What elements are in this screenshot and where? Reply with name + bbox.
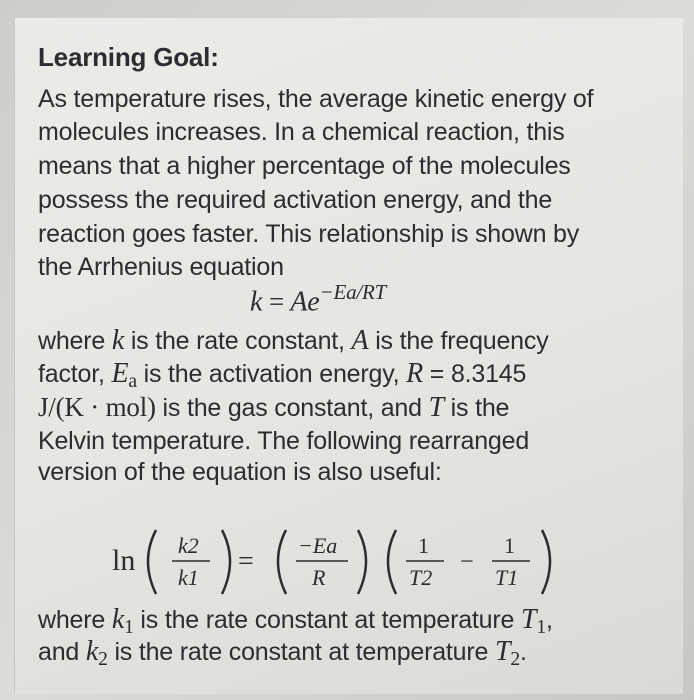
def-text: is the activation energy,	[136, 360, 407, 388]
footer-text: and	[38, 638, 86, 666]
footer-text: ,	[545, 606, 553, 634]
footer-k1	[111, 604, 134, 638]
definition-line-4: Kelvin temperature. The following rearranged	[38, 427, 530, 455]
learning-goal-heading: Learning Goal:	[38, 42, 219, 72]
intro-line: molecules increases. In a chemical reaction, this	[38, 118, 565, 146]
footer-k2	[85, 636, 108, 670]
def-text: is the	[443, 394, 510, 422]
eq-k: k	[250, 286, 263, 318]
frac-k1: k1	[178, 565, 199, 590]
eq-equals: =	[269, 286, 285, 317]
footer-T: T	[520, 604, 537, 635]
def-A: A	[351, 325, 369, 356]
frac-k2: k2	[178, 533, 199, 558]
def-text: is the frequency	[368, 327, 549, 355]
definition-line-5: version of the equation is also useful:	[38, 458, 442, 486]
intro-line: means that a higher percentage of the molecules	[38, 152, 571, 180]
eq-e: e	[307, 286, 320, 318]
def-T: T	[428, 392, 444, 423]
def-E: E	[111, 358, 129, 389]
def-text: where	[38, 327, 112, 355]
frac-R: R	[312, 565, 326, 590]
eq-exponent: −Ea/RT	[319, 280, 387, 304]
footer-text: is the rate constant at temperature	[107, 638, 495, 666]
arrhenius-equation	[250, 280, 386, 319]
def-text: is the rate constant,	[124, 327, 352, 355]
paren-right-1	[222, 530, 230, 594]
footer-T: T	[494, 636, 511, 667]
paren-right-3	[542, 530, 550, 594]
def-text: factor,	[38, 360, 112, 388]
footer-sub-1: 1	[124, 616, 134, 638]
footer-T2	[494, 636, 520, 670]
footer-line-1	[38, 604, 553, 639]
footer-sub-2: 2	[98, 648, 108, 670]
equals-sign: =	[238, 546, 254, 577]
intro-line: reaction goes faster. This relationship is shown by	[38, 220, 580, 248]
paren-left-2	[278, 530, 286, 594]
intro-line: the Arrhenius equation	[38, 253, 284, 281]
footer-text: where	[38, 606, 112, 634]
footer-T1	[520, 604, 546, 638]
intro-line: As temperature rises, the average kinetic energy of	[38, 85, 594, 113]
footer-text: .	[519, 638, 527, 666]
footer-k: k	[111, 604, 125, 635]
frac-T2: T2	[409, 565, 433, 590]
footer-line-2	[38, 636, 527, 671]
def-Ea	[111, 358, 137, 392]
frac-neg-ea: −Ea	[298, 533, 338, 558]
def-units: J/(K · mol)	[38, 392, 156, 422]
paren-left-3	[388, 530, 396, 594]
definition-line-3	[38, 392, 509, 424]
definition-line-2	[38, 358, 526, 393]
rearranged-equation	[98, 522, 578, 600]
footer-text: is the rate constant at temperature	[133, 606, 521, 634]
def-R: R	[406, 358, 424, 389]
ln-label: ln	[112, 544, 136, 577]
frac-one-a: 1	[418, 533, 429, 558]
eq-A: A	[290, 286, 308, 318]
definition-line-1	[38, 325, 549, 357]
frac-one-b: 1	[504, 533, 515, 558]
def-a-sub: a	[128, 370, 137, 392]
intro-line: possess the required activation energy, and the	[38, 186, 553, 214]
frac-T1: T1	[495, 565, 519, 590]
footer-sub-1b: 1	[536, 616, 546, 638]
paren-left-1	[148, 530, 156, 594]
def-text: is the gas constant, and	[155, 394, 429, 422]
minus-sign: −	[460, 549, 474, 575]
def-text: = 8.3145	[423, 360, 527, 388]
paren-right-2	[358, 530, 366, 594]
def-k: k	[111, 325, 125, 356]
footer-sub-2b: 2	[510, 648, 520, 670]
footer-k: k	[85, 636, 99, 667]
